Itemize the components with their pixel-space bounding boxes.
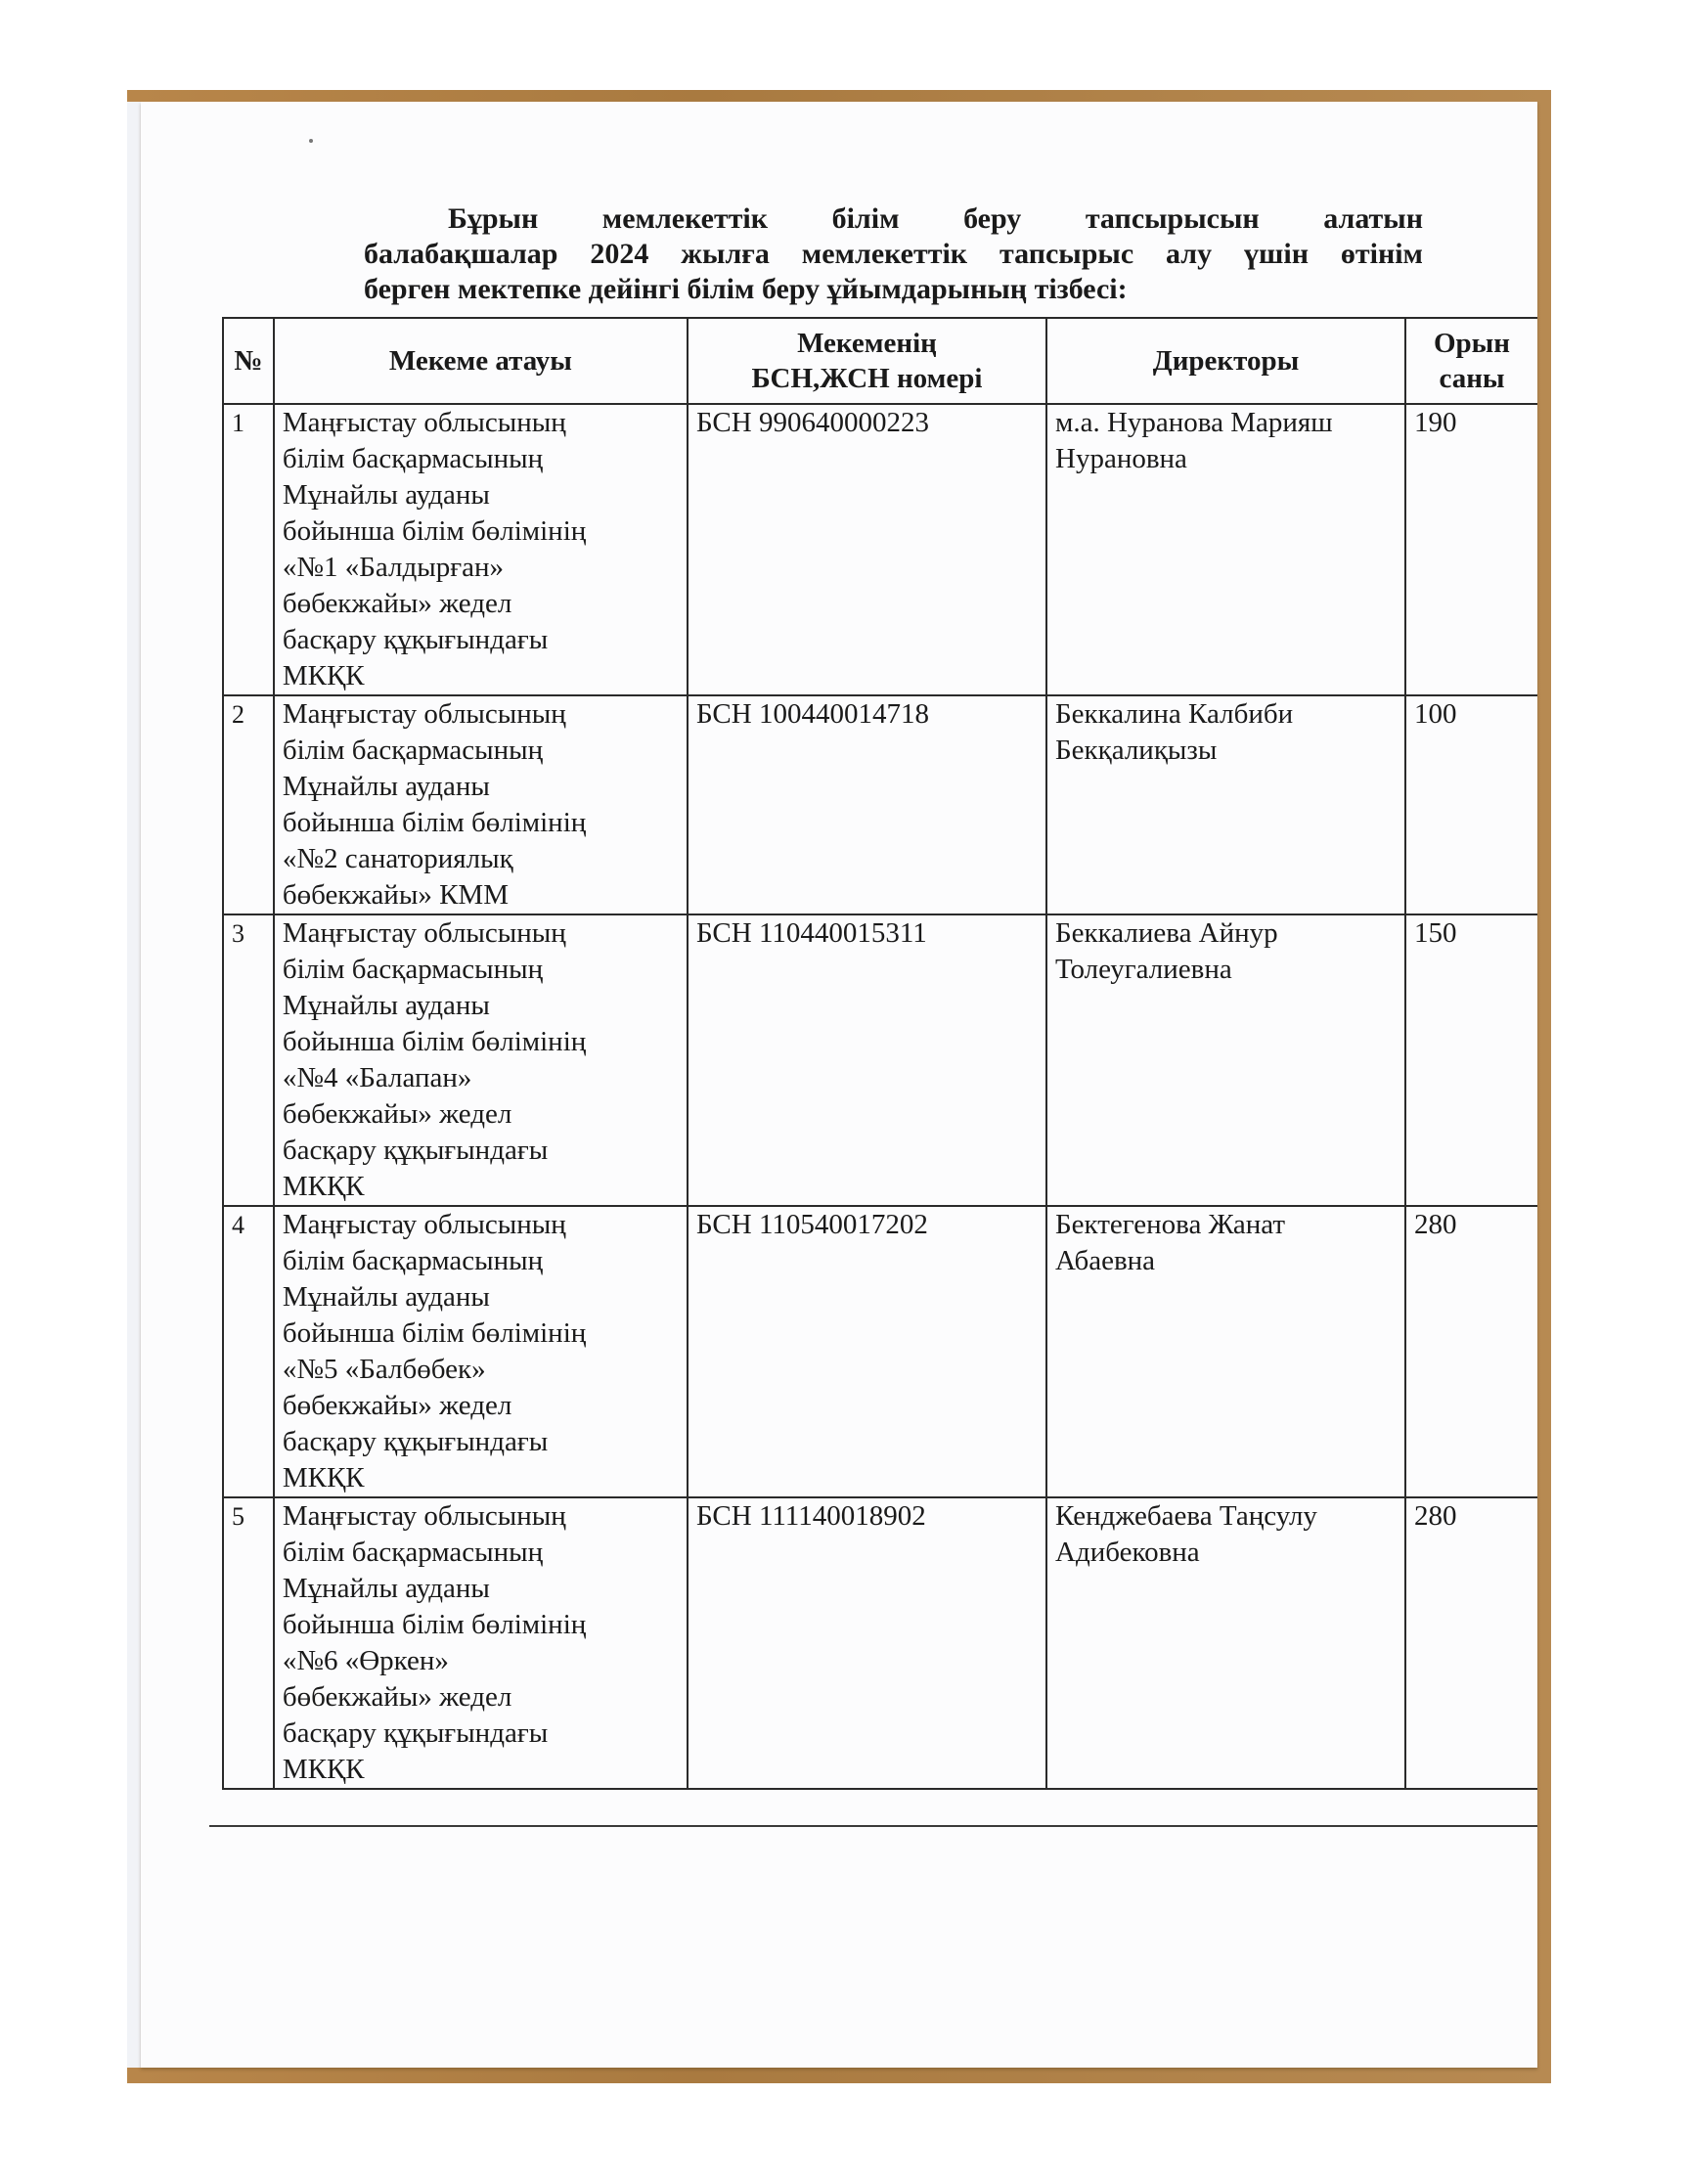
institution-name-line: білім басқармасының bbox=[282, 443, 544, 474]
institution-name-line: «№2 санаториялық bbox=[282, 843, 513, 874]
director-name bbox=[1046, 695, 1405, 914]
director-name-line: Толеугалиевна bbox=[1055, 954, 1232, 985]
scan-speck bbox=[309, 139, 313, 143]
director-name-line: Бектегенова Жанат bbox=[1055, 1209, 1286, 1240]
heading-line-1: Бұрын мемлекеттік білім беру тапсырысын алатын bbox=[448, 202, 1423, 235]
institution-name-line: бойынша білім бөлімінің bbox=[282, 1026, 587, 1057]
header-seats-line-1: Орын bbox=[1433, 328, 1511, 359]
institution-name-line: бөбекжайы» КММ bbox=[282, 879, 509, 911]
institution-name-line: «№6 «Өркен» bbox=[282, 1645, 449, 1676]
row-number: 2 bbox=[223, 695, 274, 914]
institution-name-line: Мұнайлы ауданы bbox=[282, 1573, 490, 1604]
bin-number: БСН 990640000223 bbox=[688, 404, 1046, 695]
institution-name-line: бөбекжайы» жедел bbox=[282, 588, 512, 619]
institution-name bbox=[274, 695, 688, 914]
institution-name-line: бөбекжайы» жедел bbox=[282, 1681, 512, 1713]
institution-name bbox=[274, 1206, 688, 1497]
header-bin-line-1: Мекеменің bbox=[797, 328, 937, 359]
director-name-line: Беккалиева Айнур bbox=[1055, 917, 1278, 949]
institution-name bbox=[274, 404, 688, 695]
institution-name-line: бойынша білім бөлімінің bbox=[282, 807, 587, 838]
institution-name-line: Маңғыстау облысының bbox=[282, 1500, 566, 1532]
header-number: № bbox=[223, 318, 274, 404]
institution-name-line: «№5 «Балбөбек» bbox=[282, 1354, 486, 1385]
table-header-row bbox=[223, 318, 1537, 404]
heading-line-2: балабақшалар 2024 жылға мемлекеттік тапсырыс алу үшін өтінім bbox=[364, 238, 1423, 270]
institution-name-line: бойынша білім бөлімінің bbox=[282, 515, 587, 547]
director-name-line: Беккалина Калбиби bbox=[1055, 698, 1294, 730]
institution-name-line: МКҚК bbox=[282, 660, 365, 691]
institution-name-line: МКҚК bbox=[282, 1171, 365, 1202]
institution-name-line: білім басқармасының bbox=[282, 735, 544, 766]
row-number: 1 bbox=[223, 404, 274, 695]
seat-count: 280 bbox=[1405, 1206, 1537, 1497]
seat-count: 280 bbox=[1405, 1497, 1537, 1789]
institution-name-line: Мұнайлы ауданы bbox=[282, 990, 490, 1021]
director-name bbox=[1046, 1206, 1405, 1497]
institution-name-line: Мұнайлы ауданы bbox=[282, 479, 490, 511]
institution-name-line: Маңғыстау облысының bbox=[282, 407, 566, 438]
director-name bbox=[1046, 1497, 1405, 1789]
institution-name-line: білім басқармасының bbox=[282, 1245, 544, 1276]
table-row bbox=[223, 1497, 1537, 1789]
institution-name-line: басқару құқығындағы bbox=[282, 624, 549, 655]
institution-name-line: «№4 «Балапан» bbox=[282, 1062, 472, 1093]
director-name-line: Нурановна bbox=[1055, 443, 1187, 474]
director-name-line: м.а. Нуранова Марияш bbox=[1055, 407, 1333, 438]
institution-name-line: білім басқармасының bbox=[282, 1537, 544, 1568]
header-bin-line-2: БСН,ЖСН номері bbox=[751, 363, 983, 394]
institution-name-line: Маңғыстау облысының bbox=[282, 698, 566, 730]
institution-name-line: бойынша білім бөлімінің bbox=[282, 1317, 587, 1349]
kindergarten-table bbox=[222, 317, 1537, 1790]
table-bottom-rule bbox=[209, 1825, 1537, 1827]
header-bin bbox=[688, 318, 1046, 404]
row-number: 4 bbox=[223, 1206, 274, 1497]
institution-name-line: МКҚК bbox=[282, 1462, 365, 1493]
institution-name-line: басқару құқығындағы bbox=[282, 1135, 549, 1166]
header-seats bbox=[1405, 318, 1537, 404]
director-name-line: Кенджебаева Таңсулу bbox=[1055, 1500, 1317, 1532]
header-director: Директоры bbox=[1046, 318, 1405, 404]
director-name-line: Бекқалиқызы bbox=[1055, 735, 1218, 766]
heading-line-3: берген мектепке дейінгі білім беру ұйымдарының тізбесі: bbox=[364, 273, 1128, 305]
bin-number: БСН 110540017202 bbox=[688, 1206, 1046, 1497]
bin-number: БСН 100440014718 bbox=[688, 695, 1046, 914]
table-row bbox=[223, 914, 1537, 1206]
bin-number: БСН 110440015311 bbox=[688, 914, 1046, 1206]
institution-name-line: басқару құқығындағы bbox=[282, 1426, 549, 1457]
table-row bbox=[223, 404, 1537, 695]
bin-number: БСН 111140018902 bbox=[688, 1497, 1046, 1789]
institution-name-line: бөбекжайы» жедел bbox=[282, 1098, 512, 1130]
header-institution-name: Мекеме атауы bbox=[274, 318, 688, 404]
institution-name-line: бойынша білім бөлімінің bbox=[282, 1609, 587, 1640]
document-heading bbox=[364, 201, 1423, 307]
institution-name-line: білім басқармасының bbox=[282, 954, 544, 985]
institution-name-line: Маңғыстау облысының bbox=[282, 917, 566, 949]
row-number: 3 bbox=[223, 914, 274, 1206]
director-name-line: Абаевна bbox=[1055, 1245, 1156, 1276]
seat-count: 190 bbox=[1405, 404, 1537, 695]
seat-count: 100 bbox=[1405, 695, 1537, 914]
table-row bbox=[223, 695, 1537, 914]
header-seats-line-2: саны bbox=[1439, 363, 1505, 394]
institution-name-line: МКҚК bbox=[282, 1754, 365, 1785]
director-name bbox=[1046, 404, 1405, 695]
table-row bbox=[223, 1206, 1537, 1497]
seat-count: 150 bbox=[1405, 914, 1537, 1206]
institution-name-line: Маңғыстау облысының bbox=[282, 1209, 566, 1240]
institution-name-line: басқару құқығындағы bbox=[282, 1717, 549, 1749]
director-name-line: Адибековна bbox=[1055, 1537, 1200, 1568]
institution-name bbox=[274, 1497, 688, 1789]
row-number: 5 bbox=[223, 1497, 274, 1789]
director-name bbox=[1046, 914, 1405, 1206]
institution-name-line: Мұнайлы ауданы bbox=[282, 1281, 490, 1313]
institution-name-line: «№1 «Балдырған» bbox=[282, 552, 505, 583]
paper-edge bbox=[127, 102, 141, 2068]
institution-name-line: Мұнайлы ауданы bbox=[282, 771, 490, 802]
institution-name bbox=[274, 914, 688, 1206]
institution-name-line: бөбекжайы» жедел bbox=[282, 1390, 512, 1421]
